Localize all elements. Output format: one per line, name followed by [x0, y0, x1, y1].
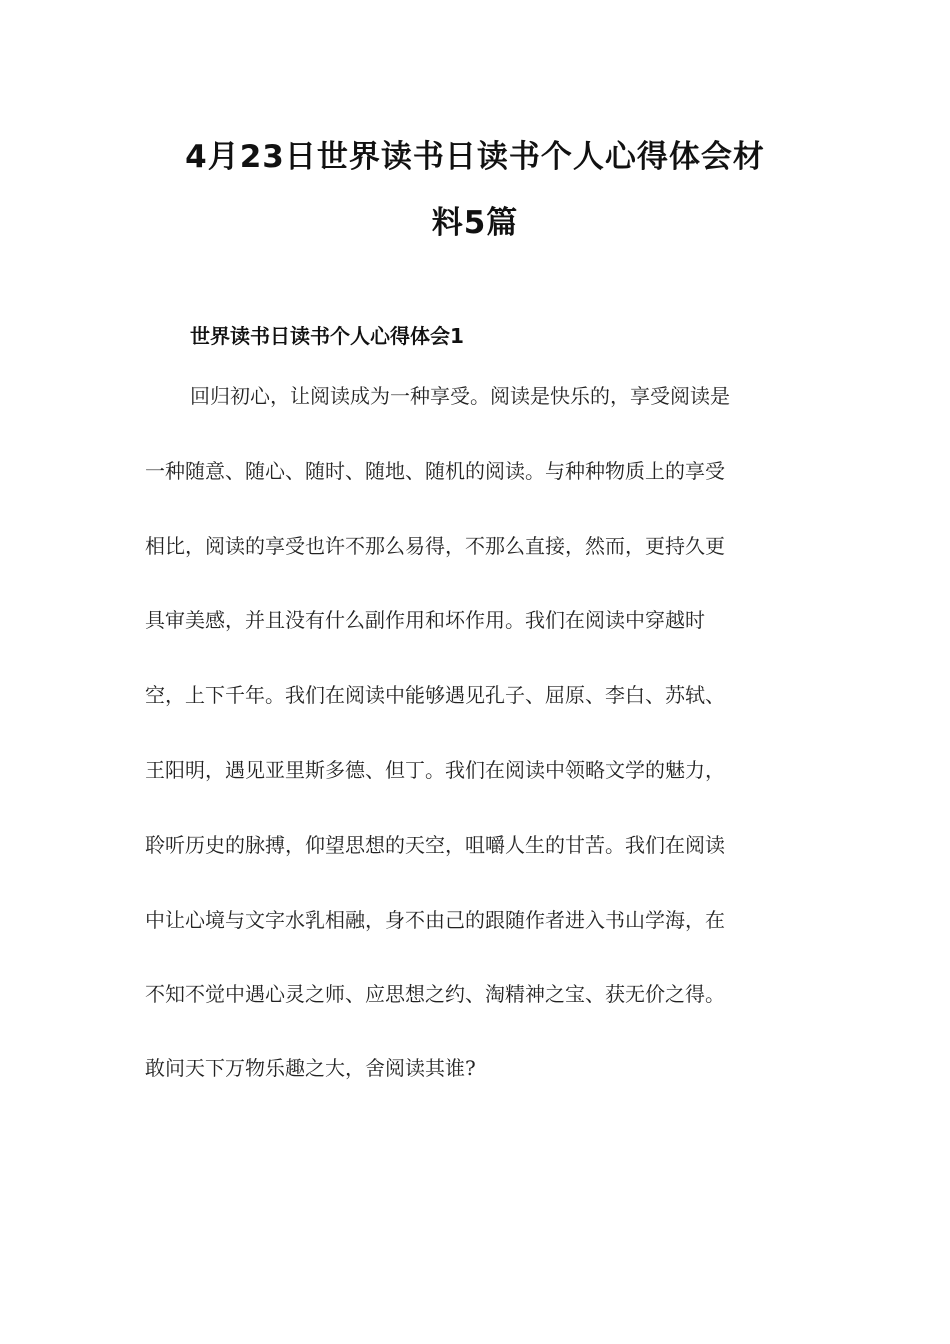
body-line-6: 王阳明，遇见亚里斯多德、但丁。我们在阅读中领略文学的魅力，	[145, 758, 725, 782]
document-title-line-2: 料5篇	[431, 205, 519, 241]
body-line-7: 聆听历史的脉搏，仰望思想的天空，咀嚼人生的甘苦。我们在阅读	[145, 833, 725, 857]
document-title-line-1: 4月23日世界读书日读书个人心得体会材	[185, 139, 765, 175]
section-heading: 世界读书日读书个人心得体会1	[190, 324, 464, 348]
document-title	[130, 124, 820, 256]
body-line-4: 具审美感，并且没有什么副作用和坏作用。我们在阅读中穿越时	[145, 608, 705, 632]
body-line-9: 不知不觉中遇心灵之师、应思想之约、淘精神之宝、获无价之得。	[145, 982, 725, 1006]
body-line-2: 一种随意、随心、随时、随地、随机的阅读。与种种物质上的享受	[145, 459, 725, 483]
body-line-5: 空，上下千年。我们在阅读中能够遇见孔子、屈原、李白、苏轼、	[145, 683, 725, 707]
body-line-10: 敢问天下万物乐趣之大，舍阅读其谁?	[145, 1056, 476, 1080]
body-line-1: 回归初心，让阅读成为一种享受。阅读是快乐的，享受阅读是	[190, 384, 730, 408]
body-line-3: 相比，阅读的享受也许不那么易得，不那么直接，然而，更持久更	[145, 534, 725, 558]
body-line-8: 中让心境与文字水乳相融，身不由己的跟随作者进入书山学海，在	[145, 908, 725, 932]
